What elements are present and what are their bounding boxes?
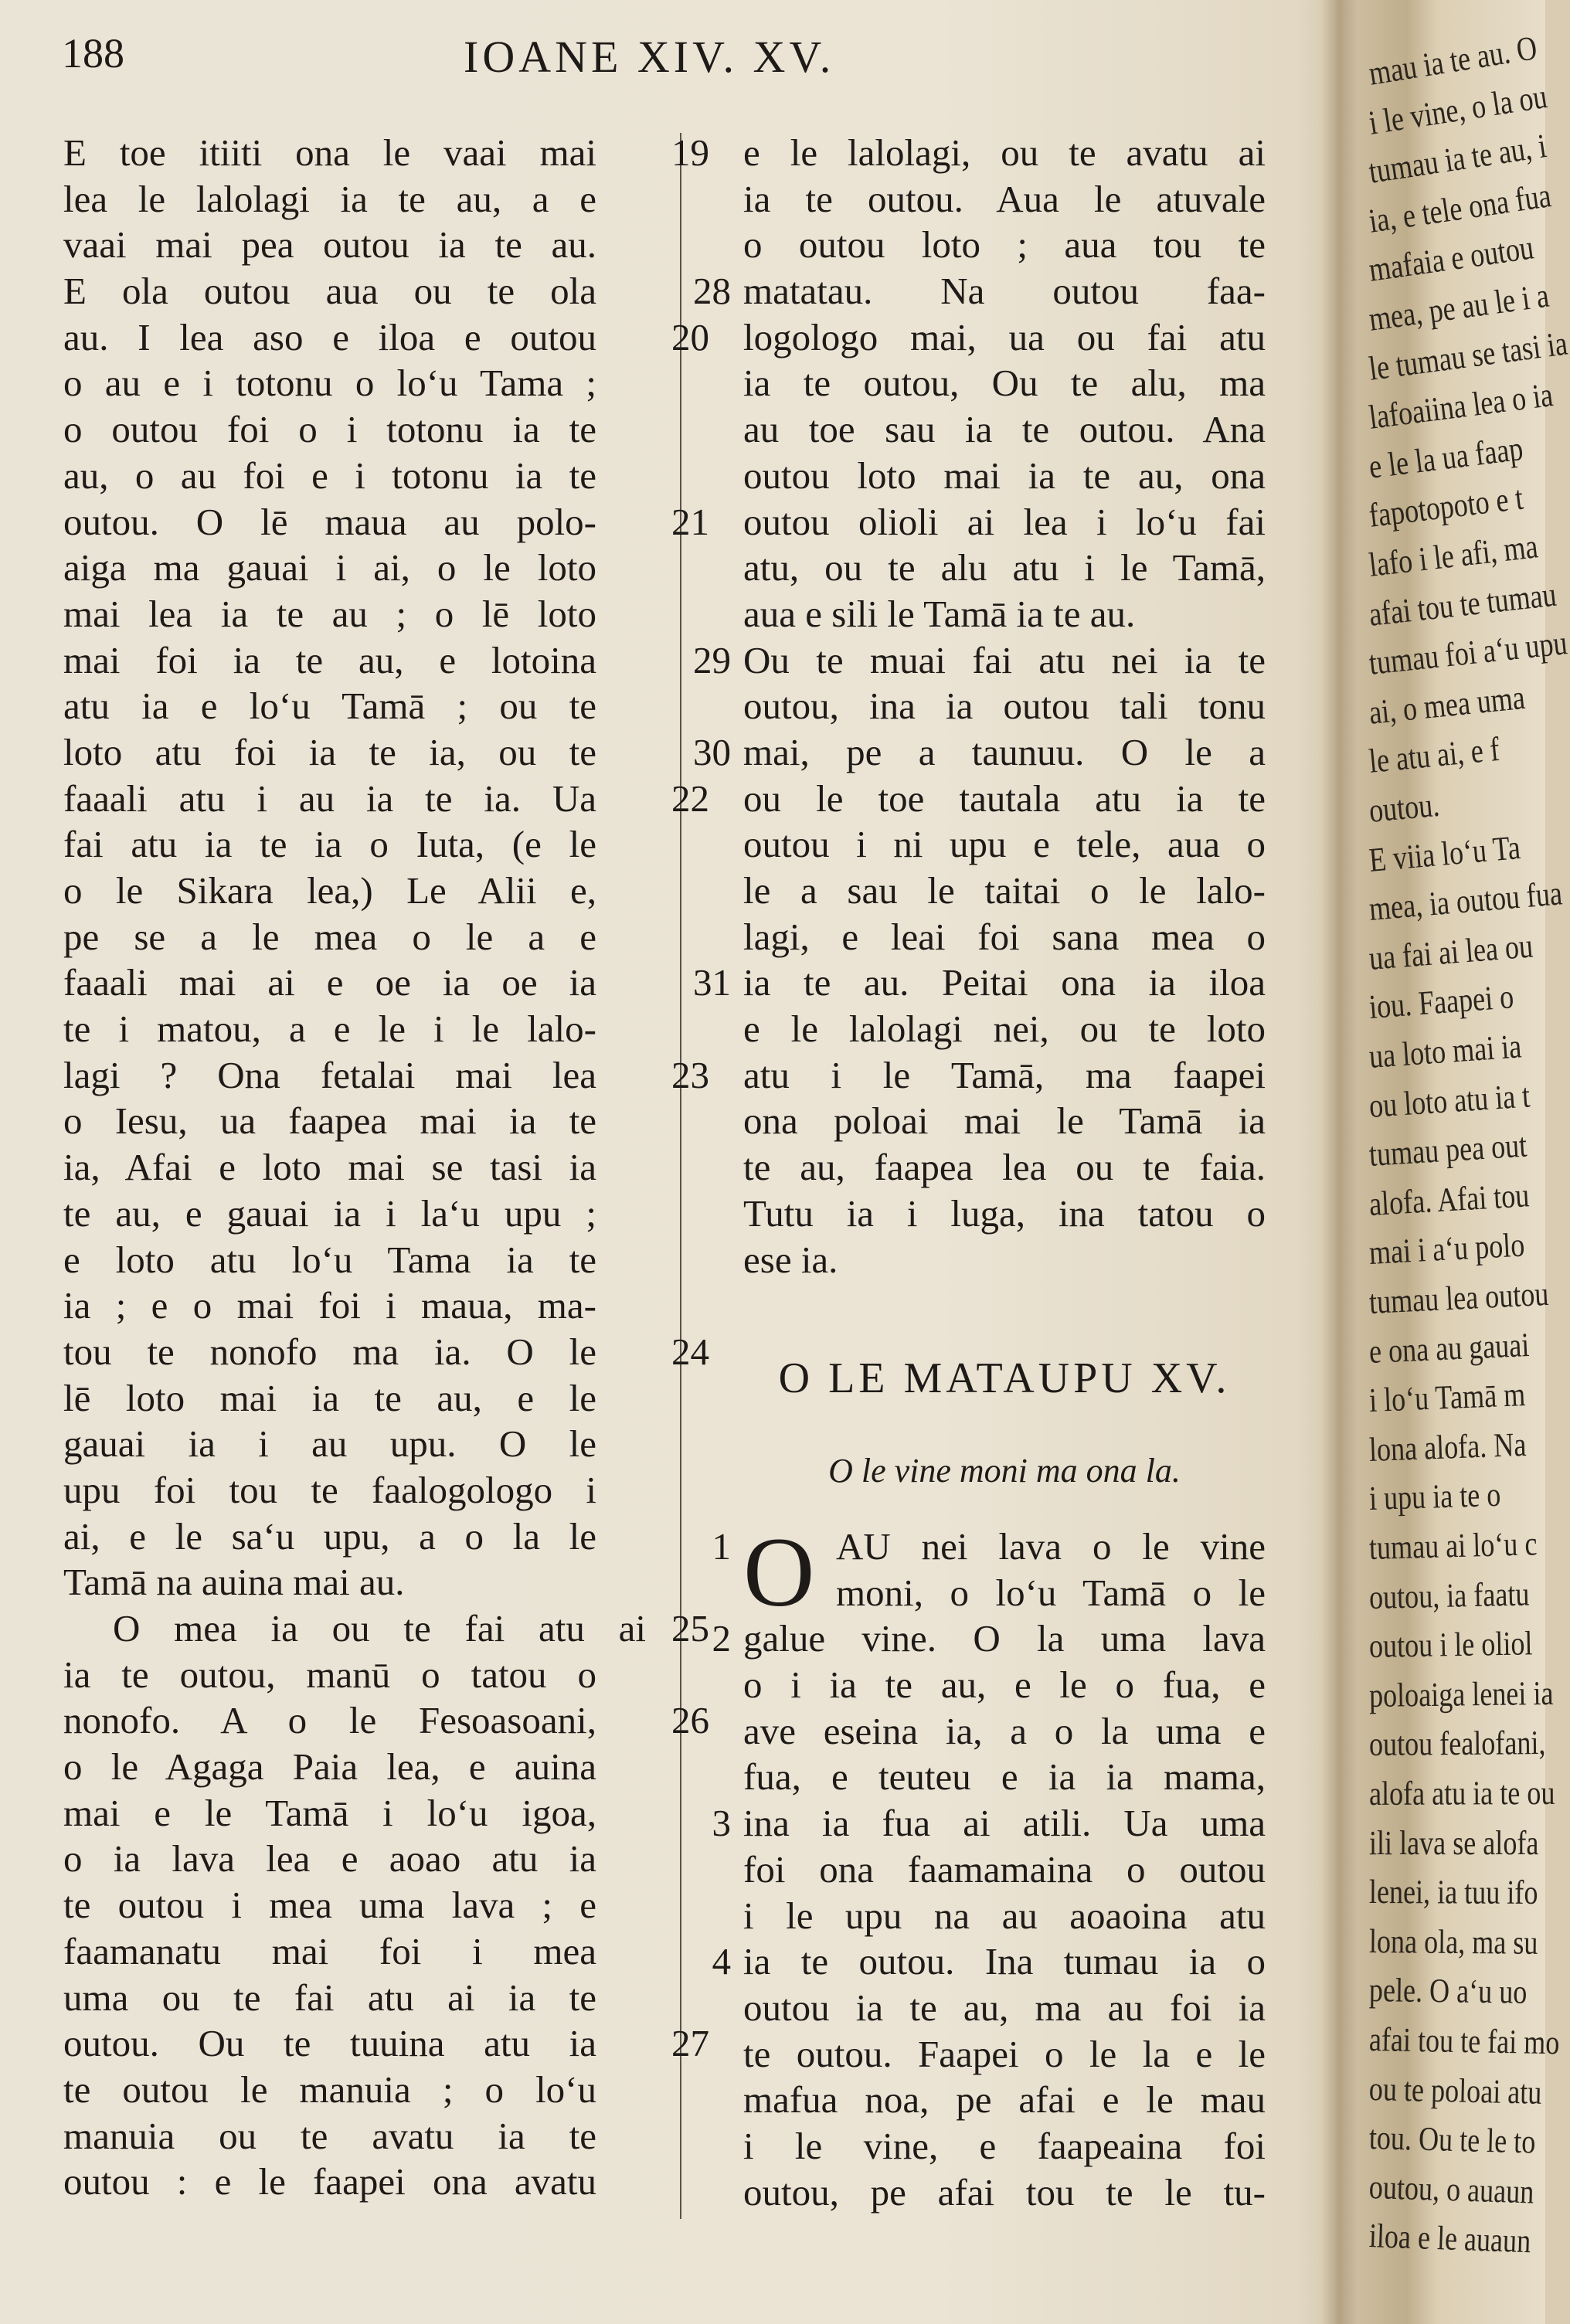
line-text: o ia lava lea e aoao atu ia — [63, 1837, 596, 1881]
verse-number: 24 — [671, 1330, 709, 1373]
line-text: mai, pe a taunuu. O le a — [743, 730, 1266, 773]
text-line — [63, 268, 657, 314]
line-text: lea le lalolagi ia te au, a e — [63, 177, 596, 220]
text-line — [712, 1524, 1266, 1570]
line-text: ia te outou. Ina tumau ia o — [743, 1940, 1266, 1983]
margin-text-line: tou. Ou te le to — [1368, 2118, 1537, 2161]
right-column — [693, 130, 1266, 1283]
margin-text-line: lenei, ia tuu ifo — [1368, 1873, 1538, 1912]
margin-text-line: lona alofa. Na — [1368, 1425, 1528, 1469]
line-text: foi ona faamamaina o outou — [743, 1847, 1266, 1891]
verse-number: 4 — [712, 1940, 731, 1983]
text-line — [743, 2031, 1266, 2078]
verse-number: 20 — [671, 315, 709, 358]
margin-text-line: poloaiga lenei ia — [1368, 1673, 1554, 1714]
margin-text-line: fapotopoto e t — [1367, 479, 1525, 535]
text-line — [743, 545, 1266, 591]
text-line — [63, 637, 657, 684]
text-line — [63, 868, 657, 914]
text-line — [63, 1836, 657, 1882]
line-text: nonofo. A o le Fesoasoani, — [63, 1699, 596, 1742]
line-text: O mea ia ou te fai atu ai — [113, 1607, 646, 1650]
line-text: lē loto mai ia te au, e le — [63, 1376, 596, 1419]
next-page-margin-text — [1366, 28, 1570, 2318]
text-line — [63, 591, 657, 637]
text-line — [63, 1144, 657, 1191]
text-line — [63, 683, 657, 729]
text-line — [63, 1375, 657, 1422]
line-text: atu, ou te alu atu i le Tamā, — [743, 546, 1266, 589]
margin-text-line: alofa atu ia te ou — [1368, 1773, 1555, 1813]
text-line — [743, 453, 1266, 499]
line-text: mai e le Tamā i lo‘u igoa, — [63, 1791, 596, 1834]
verse-number: 2 — [712, 1617, 731, 1660]
text-line — [743, 360, 1266, 406]
text-line — [63, 1329, 709, 1375]
text-line — [743, 222, 1266, 268]
margin-text-line: tumau foi a‘u upu — [1367, 623, 1569, 683]
text-line — [743, 868, 1266, 914]
text-line — [63, 1652, 657, 1698]
text-line — [63, 1006, 657, 1052]
line-text: ai, e le sa‘u upu, a o la le — [63, 1514, 596, 1558]
margin-text-line: e ona au gauai — [1368, 1325, 1531, 1371]
line-text: vaai mai pea outou ia te au. — [63, 223, 596, 267]
text-line — [743, 1191, 1266, 1237]
verse-number: 1 — [712, 1525, 731, 1568]
page-number: 188 — [62, 30, 124, 76]
text-line — [63, 729, 657, 776]
chapter-text — [712, 1517, 1266, 2215]
line-text: o outou foi o i totonu ia te — [63, 408, 596, 451]
line-text: outou, pe afai tou te le tu- — [743, 2170, 1266, 2214]
verse-number: 28 — [693, 270, 731, 313]
margin-text-line: outou. — [1367, 785, 1442, 830]
margin-text-line: i upu ia te o — [1368, 1476, 1502, 1518]
line-text: ese ia. — [743, 1238, 838, 1281]
chapter-heading: O LE MATAUPU XV. — [778, 1354, 1231, 1402]
verse-number: 31 — [693, 961, 731, 1004]
line-text: tou te nonofo ma ia. O le — [63, 1330, 596, 1373]
text-line — [63, 1605, 709, 1652]
line-text: ave eseina ia, a o la uma e — [743, 1709, 1266, 1752]
line-text: ia te outou, Ou te alu, ma — [743, 362, 1266, 405]
line-text: aua e sili le Tamā ia te au. — [743, 592, 1136, 635]
text-line — [63, 776, 709, 822]
line-text: au toe sau ia te outou. Ana — [743, 408, 1266, 451]
text-line — [63, 1421, 657, 1467]
margin-text-line: le atu ai, e f — [1367, 730, 1501, 781]
text-line — [693, 960, 1266, 1006]
verse-number: 21 — [671, 500, 709, 543]
line-text: manuia ou te avatu ia te — [63, 2114, 596, 2157]
line-text: faaali mai ai e oe ia oe ia — [63, 961, 596, 1004]
margin-text-line: mau ia te au. O — [1366, 28, 1540, 93]
line-text: te outou le manuia ; o lo‘u — [63, 2067, 596, 2111]
text-line — [693, 637, 1266, 684]
line-text: lagi ? Ona fetalai mai lea — [63, 1053, 596, 1096]
line-text: outou, ina ia outou tali tonu — [743, 685, 1266, 728]
text-line — [743, 1144, 1266, 1191]
text-line — [743, 1847, 1266, 1893]
line-text: e le lalolagi, ou te avatu ai — [743, 131, 1266, 174]
margin-text-line: ua loto mai ia — [1368, 1027, 1523, 1075]
margin-text-line: ili lava se alofa — [1369, 1823, 1539, 1862]
text-line — [63, 2113, 657, 2159]
text-line — [693, 268, 1266, 314]
line-text: o le Agaga Paia lea, e auina — [63, 1745, 596, 1789]
drop-cap: O — [743, 1517, 815, 1627]
margin-text-line: mea, ia outou fua — [1367, 874, 1564, 929]
margin-text-line: outou fealofani, — [1368, 1724, 1546, 1764]
line-text: logologo mai, ua ou fai atu — [743, 315, 1266, 358]
text-line — [63, 1052, 709, 1099]
line-text: atu i le Tamā, ma faapei — [743, 1053, 1266, 1096]
line-text: o au e i totonu o lo‘u Tama ; — [63, 362, 596, 405]
text-line — [63, 960, 657, 1006]
line-text: i le vine, e faapeaina foi — [743, 2124, 1266, 2167]
text-line — [63, 2020, 709, 2067]
text-line — [743, 176, 1266, 223]
line-text: outou loto mai ia te au, ona — [743, 454, 1266, 497]
text-line — [63, 1237, 657, 1283]
text-line — [743, 314, 1266, 361]
margin-text-line: ai, o mea uma — [1367, 678, 1527, 732]
margin-text-line: i lo‘u Tamā m — [1368, 1375, 1527, 1420]
line-text: uma ou te fai atu ai ia te — [63, 1976, 596, 2019]
margin-text-line: afai tou te tumau — [1367, 575, 1558, 634]
margin-text-line: tumau ai lo‘u c — [1368, 1524, 1538, 1567]
line-text: outou : e le faapei ona avatu — [63, 2160, 596, 2203]
text-line — [743, 776, 1266, 822]
text-line — [743, 1985, 1266, 2031]
running-title: IOANE XIV. XV. — [464, 32, 835, 82]
text-line — [743, 821, 1266, 868]
line-text: mai lea ia te au ; o lē loto — [63, 592, 596, 635]
text-line — [63, 2159, 657, 2205]
line-text: ia te au. Peitai ona ia iloa — [743, 961, 1266, 1004]
text-line — [63, 1467, 657, 1514]
line-text: Tutu ia i luga, ina tatou o — [743, 1191, 1266, 1235]
text-line — [743, 1098, 1266, 1144]
line-text: E toe itiiti ona le vaai mai — [63, 131, 596, 174]
text-line — [63, 222, 657, 268]
line-text: mafua noa, pe afai e le mau — [743, 2078, 1266, 2122]
text-line — [63, 314, 709, 361]
line-text: ina ia fua ai atili. Ua uma — [743, 1802, 1266, 1845]
verse-number: 29 — [693, 638, 731, 681]
line-text: e le lalolagi nei, ou te loto — [743, 1007, 1266, 1051]
text-line — [63, 1514, 657, 1560]
line-text: aiga ma gauai i ai, o le loto — [63, 546, 596, 589]
line-text: faamanatu mai foi i mea — [63, 1929, 596, 1972]
verse-number: 19 — [671, 131, 709, 174]
line-text: te outou. Faapei o le la e le — [743, 2032, 1266, 2075]
line-text: e loto atu lo‘u Tama ia te — [63, 1238, 596, 1281]
margin-text-line: lafo i le afi, ma — [1367, 527, 1540, 584]
line-text: o le Sikara lea,) Le Alii e, — [63, 869, 596, 912]
verse-number: 30 — [693, 730, 731, 773]
text-line — [743, 1052, 1266, 1099]
text-line — [743, 1893, 1266, 1939]
line-text: outou. Ou te tuuina atu ia — [63, 2022, 596, 2065]
line-text: o Iesu, ua faapea mai ia te — [63, 1099, 596, 1143]
text-line — [712, 1800, 1266, 1847]
text-line — [693, 729, 1266, 776]
line-text: faaali atu i au ia te ia. Ua — [63, 776, 596, 820]
text-line — [743, 1570, 1266, 1616]
margin-text-line: i le vine, o la ou — [1366, 76, 1550, 142]
line-text: lagi, e leai foi sana mea o — [743, 915, 1266, 958]
text-line — [63, 1744, 657, 1790]
text-line — [63, 545, 657, 591]
line-text: te au, e gauai ia i la‘u upu ; — [63, 1191, 596, 1235]
margin-text-line: ua fai ai lea ou — [1368, 926, 1534, 977]
text-line — [63, 1283, 657, 1329]
text-line — [743, 591, 1266, 637]
text-line — [63, 821, 657, 868]
line-text: ia te outou, manū o tatou o — [63, 1653, 596, 1696]
line-text: pe se a le mea o le a e — [63, 915, 596, 958]
line-text: mai foi ia te au, e lotoina — [63, 638, 596, 681]
margin-text-line: e le la ua faap — [1367, 429, 1525, 486]
text-line — [63, 1559, 657, 1605]
line-text: ia te outou. Aua le atuvale — [743, 177, 1266, 220]
line-text: te i matou, a e le i le lalo- — [63, 1007, 596, 1051]
line-text: o i ia te au, e le o fua, e — [743, 1663, 1266, 1707]
line-text: outou olioli ai lea i lo‘u fai — [743, 500, 1266, 543]
line-text: outou ia te au, ma au foi ia — [743, 1986, 1266, 2029]
margin-text-line: iloa e le auaun — [1368, 2217, 1532, 2261]
line-text: ia, Afai e loto mai se tasi ia — [63, 1146, 596, 1189]
line-text: fua, e teuteu e ia ia mama, — [743, 1755, 1266, 1799]
text-line — [63, 1098, 657, 1144]
text-line — [712, 1938, 1266, 1985]
text-line — [63, 914, 657, 960]
margin-text-line: mafaia e outou — [1366, 228, 1536, 290]
margin-text-line: mea, pe au le i a — [1366, 276, 1551, 338]
line-text: E ola outou aua ou te ola — [63, 270, 596, 313]
text-line — [743, 2077, 1266, 2123]
verse-number: 23 — [671, 1053, 709, 1096]
text-line — [743, 2169, 1266, 2216]
verse-number: 25 — [671, 1607, 709, 1650]
line-text: moni, o lo‘u Tamā o le — [836, 1571, 1266, 1614]
line-text: matatau. Na outou faa- — [743, 270, 1266, 313]
book-gutter-shadow — [1321, 0, 1358, 2324]
text-line — [743, 1237, 1266, 1283]
line-text: gauai ia i au upu. O le — [63, 1422, 596, 1466]
text-line — [743, 1754, 1266, 1800]
text-line — [63, 1790, 657, 1836]
margin-text-line: E viia lo‘u Ta — [1367, 827, 1522, 879]
text-line — [743, 2123, 1266, 2169]
margin-text-line: tumau lea outou — [1368, 1274, 1550, 1321]
text-line — [63, 1975, 657, 2021]
text-line — [743, 499, 1266, 545]
margin-text-line: lafoaiina lea o ia — [1366, 375, 1555, 437]
line-text: o outou loto ; aua tou te — [743, 223, 1266, 267]
line-text: le a sau le taitai o le lalo- — [743, 869, 1266, 912]
text-line — [743, 1662, 1266, 1708]
margin-text-line: tumau ia te au, i — [1366, 127, 1549, 191]
margin-text-line: pele. O a‘u uo — [1368, 1971, 1528, 2012]
left-column — [63, 130, 709, 2205]
line-text: outou i ni upu e tele, aua o — [743, 823, 1266, 866]
margin-text-line: ia, e tele ona fua — [1366, 175, 1554, 240]
line-text: ona poloai mai le Tamā ia — [743, 1099, 1266, 1143]
line-text: fai atu ia te ia o Iuta, (e le — [63, 823, 596, 866]
line-text: outou. O lē maua au polo- — [63, 500, 596, 543]
text-line — [63, 360, 657, 406]
line-text: te au, faapea lea ou te faia. — [743, 1146, 1266, 1189]
line-text: upu foi tou te faalogologo i — [63, 1468, 596, 1511]
line-text: au. I lea aso e iloa e outou — [63, 315, 596, 358]
line-text: Tamā na auina mai au. — [63, 1561, 405, 1604]
text-line — [712, 1616, 1266, 1662]
margin-text-line: outou i le oliol — [1368, 1624, 1533, 1666]
line-text: ia ; e o mai foi i maua, ma- — [63, 1284, 596, 1327]
line-text: atu ia e lo‘u Tamā ; ou te — [63, 685, 596, 728]
verse-number: 26 — [671, 1699, 709, 1742]
text-line — [743, 914, 1266, 960]
column-divider — [680, 133, 681, 2219]
text-line — [743, 406, 1266, 453]
line-text: au, o au foi e i totonu ia te — [63, 454, 596, 497]
text-line — [63, 1882, 657, 1928]
margin-text-line: lona ola, ma su — [1368, 1921, 1538, 1962]
margin-text-line: outou, o auaun — [1368, 2167, 1535, 2211]
margin-text-line: iou. Faapei o — [1368, 977, 1515, 1027]
line-text: loto atu foi ia te ia, ou te — [63, 730, 596, 773]
text-line — [63, 176, 657, 223]
text-line — [63, 499, 709, 545]
line-text: AU nei lava o le vine — [836, 1525, 1266, 1568]
line-text: te outou i mea uma lava ; e — [63, 1884, 596, 1927]
text-line — [743, 130, 1266, 176]
margin-text-line: le tumau se tasi ia — [1366, 324, 1570, 388]
margin-text-line: tumau pea out — [1368, 1126, 1528, 1174]
verse-number: 27 — [671, 2022, 709, 2065]
text-line — [63, 453, 657, 499]
verse-number: 22 — [671, 776, 709, 820]
margin-text-line: alofa. Afai tou — [1368, 1176, 1531, 1223]
line-text: galue vine. O la uma lava — [743, 1617, 1266, 1660]
line-text: i le upu na au aoaoina atu — [743, 1894, 1266, 1937]
margin-text-line: ou te poloai atu — [1368, 2069, 1542, 2112]
text-line — [63, 1928, 657, 1975]
text-line — [743, 1708, 1266, 1755]
margin-text-line: outou, ia faatu — [1368, 1575, 1530, 1616]
line-text: ou le toe tautala atu ia te — [743, 776, 1266, 820]
text-line — [63, 1697, 709, 1744]
text-line — [743, 1006, 1266, 1052]
margin-text-line: mai i a‘u polo — [1368, 1225, 1526, 1272]
text-line — [63, 2067, 657, 2113]
text-line — [63, 406, 657, 453]
margin-text-line: afai tou te fai mo — [1368, 2020, 1560, 2062]
text-line — [63, 130, 709, 176]
chapter-summary: O le vine moni ma ona la. — [828, 1452, 1181, 1490]
verse-number: 3 — [712, 1802, 731, 1845]
text-line — [743, 683, 1266, 729]
text-line — [63, 1191, 657, 1237]
margin-text-line: ou loto atu ia t — [1368, 1076, 1531, 1125]
line-text: Ou te muai fai atu nei ia te — [743, 638, 1266, 681]
